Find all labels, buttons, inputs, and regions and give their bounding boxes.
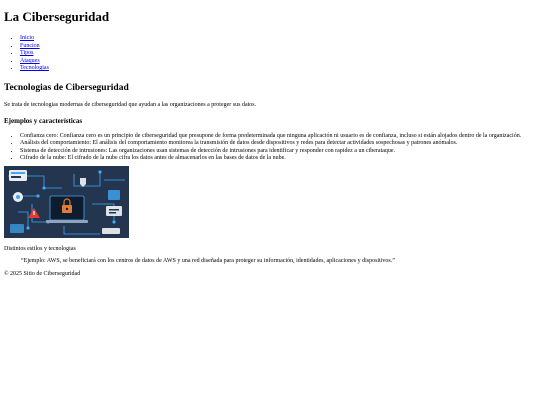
nav-link-tipos[interactable]: Tipos: [20, 50, 34, 57]
section-heading: Tecnologias de Ciberseguridad: [4, 82, 129, 93]
nav-item-tecnologias: [20, 65, 536, 73]
nav-link-funcion[interactable]: Funcion: [20, 42, 40, 49]
image-caption: Distintos estilos y tecnologias: [4, 246, 76, 253]
page-footer: © 2025 Sitio de Ciberseguridad: [4, 271, 81, 278]
cybersecurity-illustration: [4, 166, 129, 238]
example-item-cloud-encryption: • Cifrado de la nube: El cifrado de la nube cifra los datos antes de almacenarlos en las bases de datos de la nube.: [20, 155, 535, 162]
example-item-zero-trust: • Confianza cero: Confianza cero es un principio de ciberseguridad que presupone de forma predeterminada que ninguna aplicación ni usuario es de confianza, incluso si están alojados dentro de la organización.: [20, 133, 535, 140]
nav-item-tipos: [20, 50, 536, 58]
aws-quote: “Ejemplo: AWS, se beneficiará con los centros de datos de AWS y una red diseñada para proteger su información, identidades, aplicaciones y dispositivos.”: [21, 258, 395, 265]
nav-item-ataques: [20, 58, 536, 66]
examples-heading: Ejemplos y características: [4, 116, 83, 125]
cybersecurity-illustration-art: [4, 166, 129, 238]
page: [0, 9, 540, 278]
nav-item-inicio: [20, 35, 536, 43]
nav-link-ataques[interactable]: Ataques: [20, 57, 40, 64]
example-item-behavior-analysis: • Análisis del comportamiento: El análisis del comportamiento monitorea la transmisión de datos desde dispositivos y redes para detectar actividades sospechosas y patrones anómalos.: [20, 140, 535, 147]
main-nav: [4, 35, 536, 73]
nav-link-inicio[interactable]: Inicio: [20, 35, 34, 41]
nav-item-funcion: [20, 43, 536, 51]
nav-link-tecnologias[interactable]: Tecnologias: [20, 65, 49, 72]
examples-list: [4, 133, 536, 162]
site-title: La Ciberseguridad: [4, 9, 110, 24]
intro-paragraph: Se trata de tecnologias modernas de ciberseguridad que ayudan a las organizaciones a proteger sus datos.: [4, 101, 257, 108]
example-item-intrusion-detection: • Sistema de detección de intrusiones: Las organizaciones usan sistemas de detección de intrusiones para identificar y responder con rapidez a un ciberataque.: [20, 148, 535, 155]
